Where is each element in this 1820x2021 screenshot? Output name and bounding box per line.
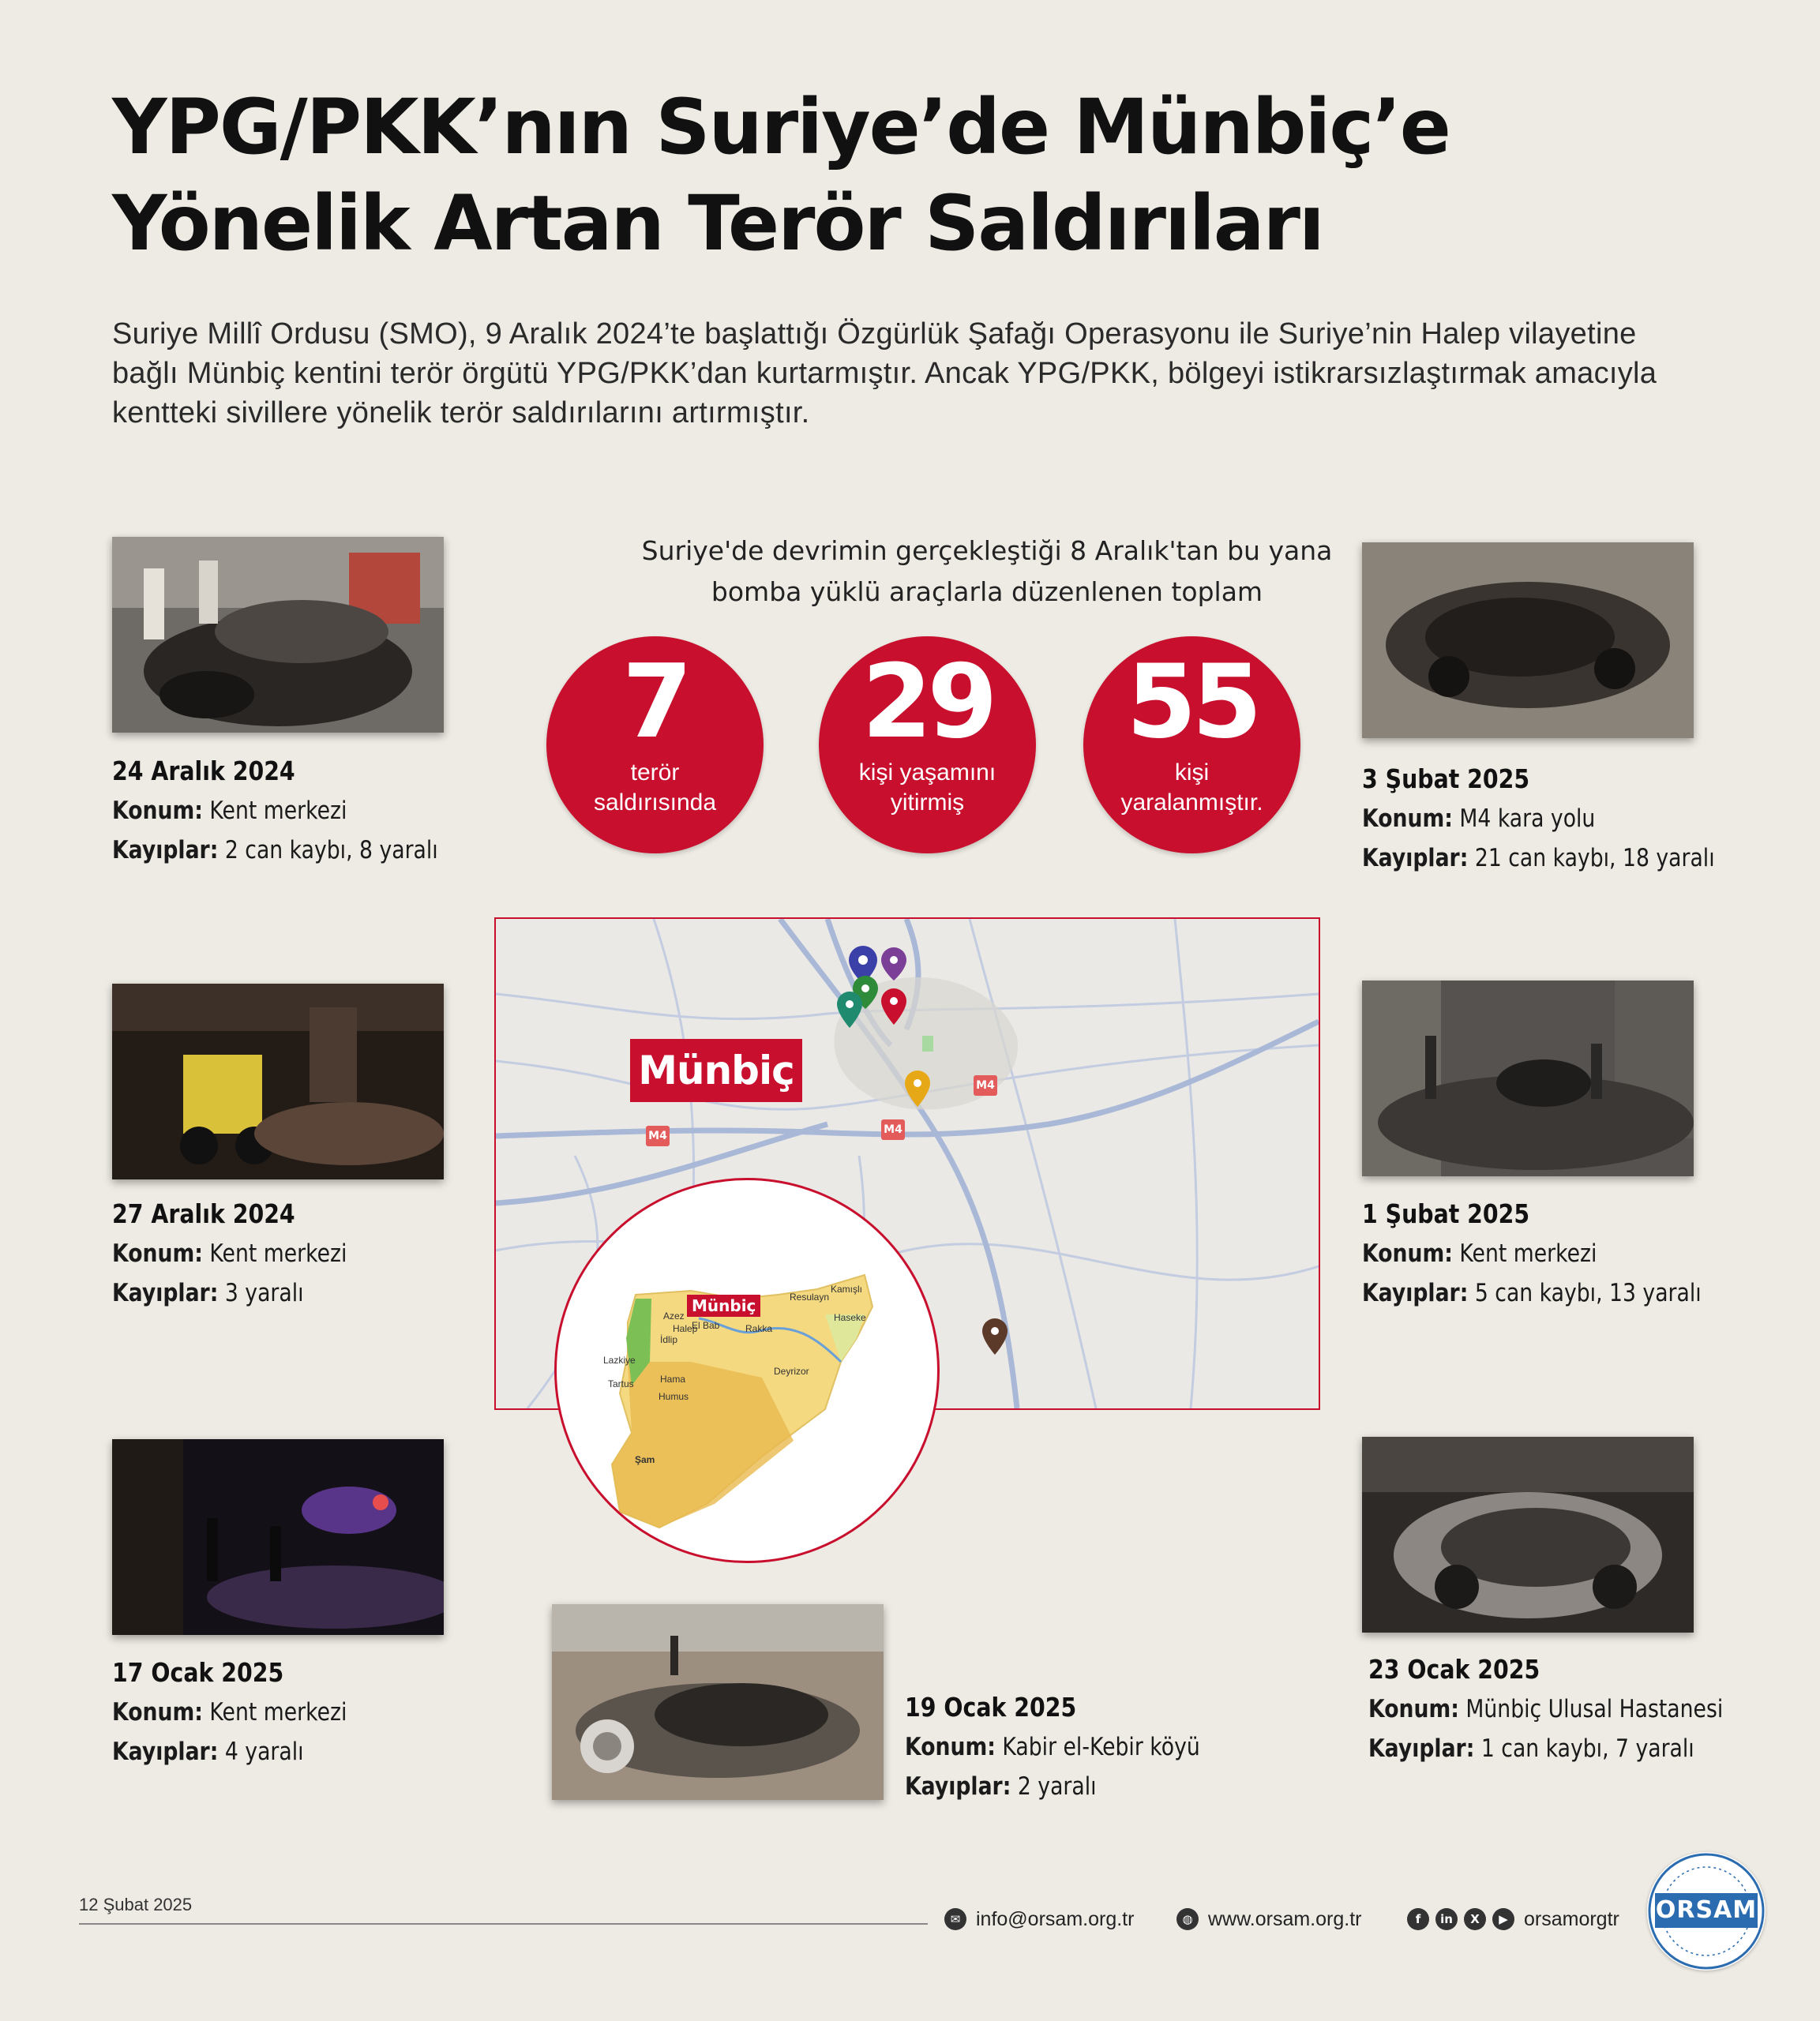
orsam-logo-text: ORSAM [1655, 1896, 1758, 1924]
facebook-icon[interactable]: f [1407, 1908, 1429, 1930]
location-value: Kent merkezi [209, 1698, 347, 1727]
footer-website[interactable] [1176, 1906, 1361, 1933]
stat-value: 55 [1126, 643, 1258, 761]
footer-divider [79, 1923, 928, 1925]
location-value: Kabir el-Kebir köyü [1002, 1733, 1200, 1761]
event-date: 17 Ocak 2025 [112, 1657, 284, 1688]
losses-value: 2 yaralı [1017, 1772, 1097, 1801]
youtube-icon[interactable]: ▶ [1492, 1908, 1514, 1930]
footer-date: 12 Şubat 2025 [79, 1895, 193, 1914]
m4-road-sign: M4 [881, 1119, 905, 1140]
mail-icon: ✉ [944, 1908, 966, 1930]
event-27-aralik [112, 1194, 385, 1313]
globe-icon: ◍ [1176, 1908, 1199, 1930]
event-location [1362, 799, 1715, 838]
inset-place-label: Resulayn [790, 1292, 830, 1303]
event-1-subat [1362, 1194, 1757, 1313]
inset-place-label: Tartus [608, 1378, 634, 1389]
event-location [1368, 1689, 1723, 1729]
losses-value: 4 yaralı [224, 1738, 304, 1766]
losses-label: Kayıplar: [905, 1772, 1011, 1801]
inset-place-label: Deyrizor [774, 1366, 809, 1377]
event-location [112, 791, 438, 831]
inset-place-label: Kamışlı [831, 1284, 863, 1295]
inset-place-label: Rakka [745, 1323, 773, 1334]
event-losses [112, 1732, 347, 1772]
event-date: 1 Şubat 2025 [1362, 1198, 1530, 1229]
losses-label: Kayıplar: [112, 836, 219, 864]
stat-label: kişi yaşamını yitirmiş [858, 759, 996, 816]
street-explosion-photo [1362, 981, 1694, 1176]
photo-3-subat [1362, 542, 1694, 738]
location-value: Münbiç Ulusal Hastanesi [1465, 1695, 1724, 1723]
stat-label: kişi yaralanmıştır. [1120, 759, 1263, 816]
inset-place-label: Humus [659, 1391, 689, 1402]
losses-label: Kayıplar: [112, 1279, 219, 1307]
page-title [112, 79, 1731, 272]
linkedin-icon[interactable]: in [1435, 1908, 1458, 1930]
inset-place-label: El Bab [692, 1320, 720, 1331]
footer-email[interactable] [944, 1906, 1134, 1933]
burned-wreck-field-photo [552, 1604, 884, 1800]
event-location [1362, 1234, 1702, 1273]
night-street-photo [112, 1439, 444, 1635]
map-city-label: Münbiç [630, 1039, 802, 1102]
stat-value: 7 [621, 643, 689, 761]
event-17-ocak [112, 1653, 385, 1772]
inset-place-label: Haseke [834, 1312, 866, 1323]
photo-19-ocak [552, 1604, 884, 1800]
event-losses [1368, 1729, 1723, 1768]
event-location [112, 1234, 347, 1273]
intro-paragraph: Suriye Millî Ordusu (SMO), 9 Aralık 2024’te başlattığı Özgürlük Şafağı Operasyonu ile Suriye’nin Halep vilayetine bağlı Münbiç kentini terör örgütü YPG/PKK’dan kurtarmıştır. Ancak YPG/PKK, bölgeyi istikrarsızlaştırmak amacıyla kentteki sivillere yönelik terör saldırılarını artırmıştır. [112, 317, 1657, 429]
stat-attacks [546, 636, 764, 853]
email-text[interactable]: info@orsam.org.tr [976, 1908, 1135, 1930]
stat-value: 29 [861, 643, 993, 761]
location-label: Konum: [1368, 1695, 1459, 1723]
location-label: Konum: [1362, 1239, 1453, 1268]
stat-label: terör saldırısında [593, 759, 717, 816]
location-label: Konum: [1362, 804, 1453, 833]
burned-car-wreck-photo [1362, 542, 1694, 738]
website-text[interactable]: www.orsam.org.tr [1208, 1908, 1362, 1930]
event-date: 19 Ocak 2025 [905, 1692, 1077, 1723]
event-24-aralik [112, 752, 491, 870]
title-line-2: Yönelik Artan Terör Saldırıları [112, 179, 1323, 268]
bulldozer-night-photo [112, 984, 444, 1179]
event-date: 23 Ocak 2025 [1368, 1654, 1540, 1685]
event-losses [112, 1273, 347, 1313]
location-value: M4 kara yolu [1459, 804, 1596, 833]
m4-road-sign: M4 [974, 1075, 997, 1096]
inset-place-label: Halep [673, 1323, 698, 1334]
syria-inset-map [554, 1178, 940, 1563]
inset-place-label: Hama [660, 1374, 686, 1385]
photo-27-aralik [112, 984, 444, 1179]
losses-label: Kayıplar: [1362, 1279, 1469, 1307]
losses-label: Kayıplar: [1368, 1734, 1475, 1763]
losses-label: Kayıplar: [1362, 844, 1469, 872]
x-icon[interactable]: X [1464, 1908, 1486, 1930]
event-location [905, 1727, 1200, 1767]
event-date: 3 Şubat 2025 [1362, 763, 1530, 794]
inset-place-label: Azez [663, 1310, 685, 1322]
inset-highlight-label: Münbiç [687, 1295, 760, 1317]
m4-road-sign: M4 [646, 1126, 670, 1146]
event-date: 24 Aralık 2024 [112, 756, 295, 786]
event-location [112, 1693, 347, 1732]
destroyed-car-photo [1362, 1437, 1694, 1633]
inset-place-label: Lazkiye [603, 1355, 636, 1366]
location-value: Kent merkezi [209, 1239, 347, 1268]
stats-heading-line-1: Suriye'de devrimin gerçekleştiği 8 Aralık'tan bu yana [641, 535, 1333, 566]
photo-23-ocak [1362, 1437, 1694, 1633]
inset-place-label: İdlip [660, 1334, 678, 1345]
title-line-1: YPG/PKK’nın Suriye’de Münbiç’e [112, 83, 1450, 171]
losses-label: Kayıplar: [112, 1738, 219, 1766]
stats-heading [545, 531, 1429, 613]
event-19-ocak [905, 1688, 1248, 1806]
stats-heading-line-2: bomba yüklü araçlarla düzenlenen toplam [711, 576, 1263, 607]
location-label: Konum: [905, 1733, 996, 1761]
losses-value: 21 can kaybı, 18 yaralı [1474, 844, 1715, 872]
syria-country-shape [557, 1180, 937, 1561]
event-date: 27 Aralık 2024 [112, 1198, 295, 1229]
losses-value: 2 can kaybı, 8 yaralı [224, 836, 438, 864]
event-losses [1362, 838, 1715, 878]
event-23-ocak [1368, 1650, 1781, 1768]
stat-injured [1083, 636, 1300, 853]
location-label: Konum: [112, 1239, 203, 1268]
photo-17-ocak [112, 1439, 444, 1635]
event-losses [905, 1767, 1200, 1806]
photo-1-subat [1362, 981, 1694, 1176]
event-3-subat [1362, 759, 1772, 878]
location-label: Konum: [112, 797, 203, 825]
burned-car-photo [112, 537, 444, 733]
inset-place-label: Şam [635, 1454, 655, 1465]
losses-value: 1 can kaybı, 7 yaralı [1480, 1734, 1694, 1763]
footer-social [1407, 1906, 1619, 1933]
losses-value: 3 yaralı [224, 1279, 304, 1307]
event-losses [112, 831, 438, 870]
location-value: Kent merkezi [209, 797, 347, 825]
location-value: Kent merkezi [1459, 1239, 1597, 1268]
photo-24-aralik [112, 537, 444, 733]
losses-value: 5 can kaybı, 13 yaralı [1474, 1279, 1702, 1307]
stat-deaths [819, 636, 1036, 853]
event-losses [1362, 1273, 1702, 1313]
location-label: Konum: [112, 1698, 203, 1727]
social-handle[interactable]: orsamorgtr [1524, 1908, 1619, 1930]
